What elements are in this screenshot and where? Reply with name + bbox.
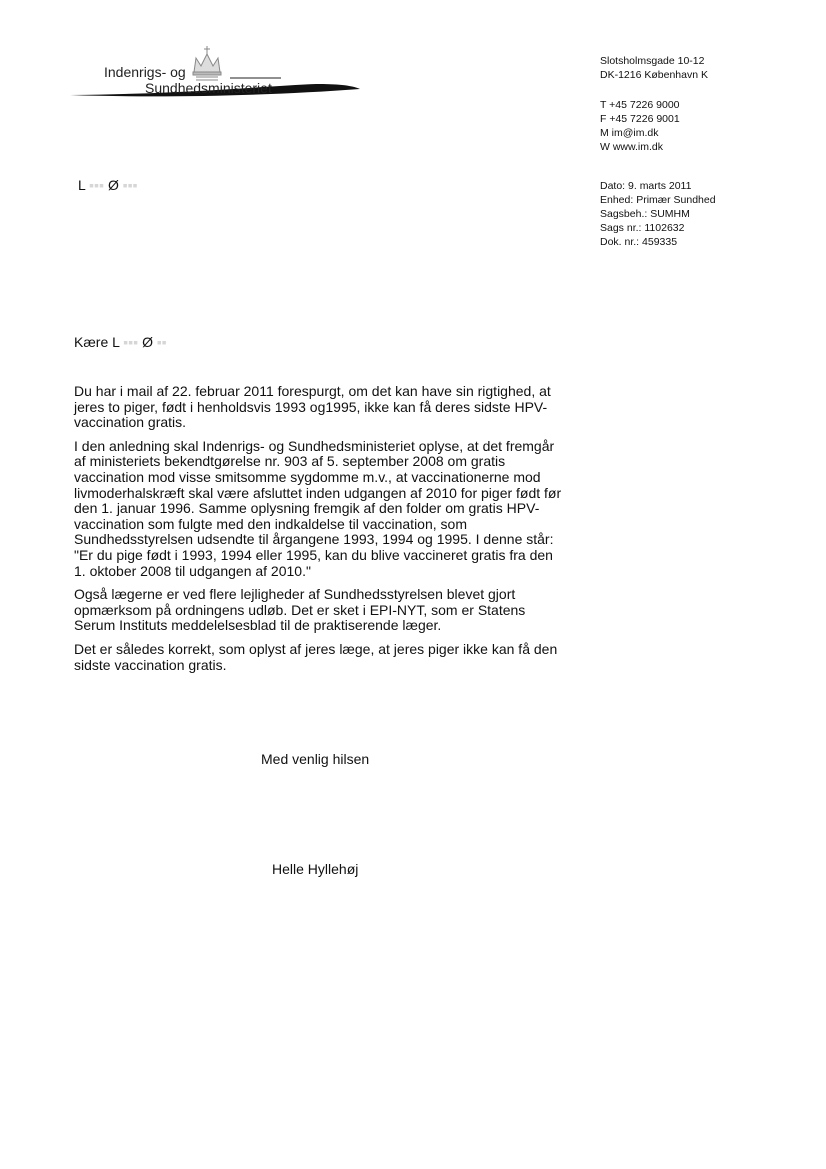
address-web: W www.im.dk	[600, 141, 663, 153]
address-city: DK-1216 København K	[600, 69, 708, 81]
redaction-mark: ▪▪▪	[85, 177, 108, 193]
redaction-mark: ▪▪▪	[118, 177, 138, 193]
address-street: Slotsholmsgade 10-12	[600, 55, 705, 67]
meta-doc-no: Dok. nr.: 459335	[600, 236, 678, 248]
crown-icon	[193, 46, 221, 80]
address-phone: T +45 7226 9000	[600, 99, 680, 111]
address-email: M im@im.dk	[600, 127, 659, 139]
salutation-prefix: Kære L	[74, 334, 120, 350]
letter-body	[74, 384, 564, 681]
body-paragraph: Også lægerne er ved flere lejligheder af Sundhedsstyrelsen blevet gjort opmærksom på ordningens udløb. Det er sket i EPI-NYT, som er Statens Serum Instituts meddelelsesblad til de praktiserende læger.	[74, 586, 526, 634]
closing-phrase: Med venlig hilsen	[261, 751, 370, 767]
meta-case-no: Sags nr.: 1102632	[600, 222, 685, 234]
meta-date: Dato: 9. marts 2011	[600, 180, 692, 192]
recipient-initial-1: L	[78, 177, 86, 193]
meta-caseworker: Sagsbeh.: SUMHM	[600, 208, 690, 220]
salutation-initial-2: Ø	[142, 334, 153, 350]
recipient-name	[78, 177, 138, 193]
ministry-name-line1: Indenrigs- og	[104, 64, 186, 80]
redaction-mark: ▪▪▪	[119, 334, 143, 350]
address-fax: F +45 7226 9001	[600, 113, 680, 125]
recipient-initial-2: Ø	[107, 177, 119, 193]
ministry-name-line2: Sundhedsministeriet	[145, 80, 272, 96]
signature-name: Helle Hyllehøj	[272, 861, 359, 877]
redaction-mark: ▪▪	[152, 334, 167, 350]
body-paragraph: Du har i mail af 22. februar 2011 forespurgt, om det kan have sin rigtighed, at jeres to piger, født i henholdsvis 1993 og1995, ikke kan få deres sidste HPV- vaccination gratis.	[74, 383, 551, 431]
sender-address	[600, 54, 708, 154]
body-paragraph: Det er således korrekt, som oplyst af jeres læge, at jeres piger ikke kan få den sidste vaccination gratis.	[74, 640, 558, 673]
letter-metadata	[600, 179, 716, 249]
body-paragraph: I den anledning skal Indenrigs- og Sundhedsministeriet oplyse, at det fremgår af ministeriets bekendtgørelse nr. 903 af 5. september 2008 om gratis vaccination mod visse smitsomme sygdomme m.v., at vaccinationerne mod livmoderhalskræft skal være afsluttet inden udgangen af 2010 for piger født før den 1. januar 1996. Samme oplysning fremgik af den folder om gratis HPV- vaccination som fulgte med den indkaldelse til vaccination, som Sundhedsstyrelsen udsendte til årgangene 1993, 1994 og 1995. I denne står: "Er du pige født i 1993, 1994 eller 1995, kan du blive vaccineret gratis fra den 1. oktober 2008 til udgangen af 2010."	[74, 437, 562, 579]
meta-unit: Enhed: Primær Sundhed	[600, 194, 716, 206]
salutation	[74, 334, 167, 350]
